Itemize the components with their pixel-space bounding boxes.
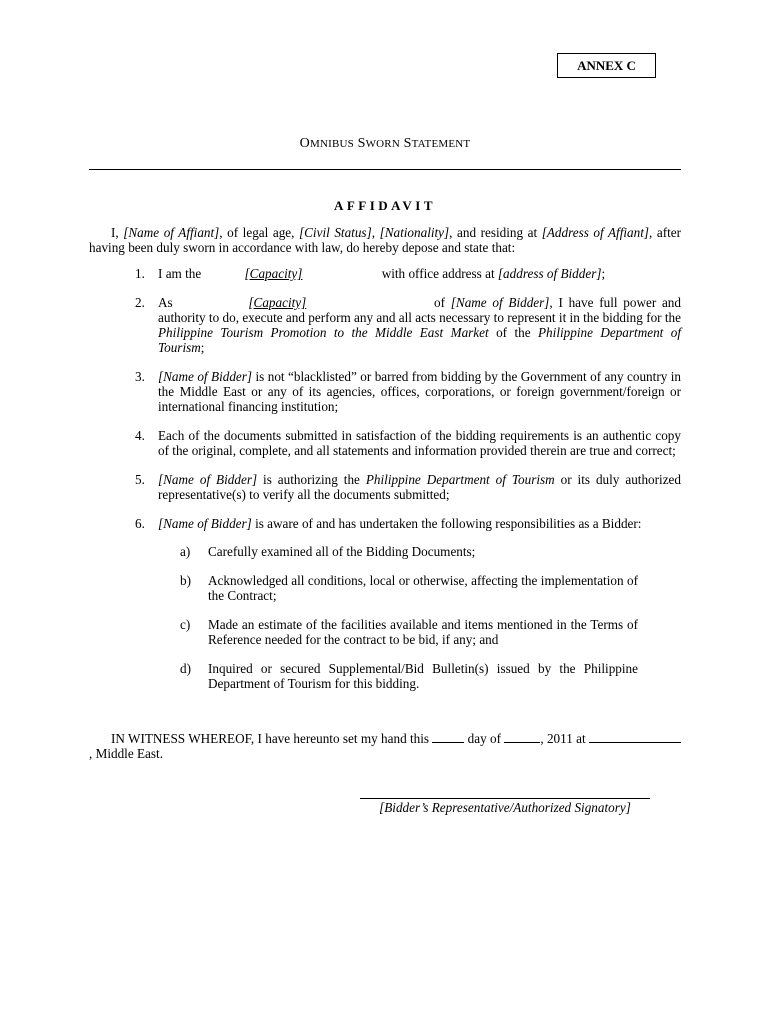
item-number: 4. <box>135 428 145 443</box>
item-text: As <box>158 295 179 310</box>
item-text: ; <box>200 340 205 355</box>
title-o: O <box>299 136 310 151</box>
intro-paragraph <box>89 225 681 255</box>
annex-label: ANNEX C <box>557 53 656 78</box>
item-text: is aware of and has undertaken the following responsibilities as a Bidder: <box>251 516 642 531</box>
witness-text-3: , 2011 at <box>540 731 589 746</box>
intro-text-4: , and residing at <box>449 225 542 240</box>
witness-text-2: day of <box>464 731 505 746</box>
capacity-placeholder: [Capacity] <box>248 295 307 310</box>
responsibility-item-b <box>89 573 681 603</box>
witness-text-4: , Middle East. <box>89 746 163 761</box>
intro-text-5: , after having been duly sworn in accordance with law, do hereby depose and state that: <box>89 225 682 255</box>
capacity-blank <box>178 295 428 310</box>
item-text: of the <box>488 325 538 340</box>
address-of-affiant-placeholder: [Address of Affiant] <box>541 225 650 240</box>
item-text: Each of the documents submitted in satisfaction of the bidding requirements is an authentic copy of the original, complete, and all statements and information provided therein are true and correct; <box>158 428 681 458</box>
title-worn: WORN <box>365 138 400 150</box>
item-text: or its duly authorized representative(s) to verify all the documents submitted; <box>158 472 681 502</box>
item-text: ; <box>601 266 606 281</box>
witness-text-1: IN WITNESS WHEREOF, I have hereunto set my hand this <box>111 731 433 746</box>
statement-item-4 <box>89 428 681 458</box>
item-text: I am the <box>158 266 205 281</box>
title-tatement: TATEMENT <box>411 138 471 150</box>
item-number: 6. <box>135 516 145 531</box>
affidavit-heading: AFFIDAVIT <box>333 198 437 213</box>
document-title <box>0 135 770 152</box>
item-text: of <box>428 295 451 310</box>
name-of-bidder-placeholder: [Name of Bidder] <box>158 516 252 531</box>
item-letter: b) <box>180 573 191 588</box>
responsibility-item-d <box>89 661 681 691</box>
statement-item-5 <box>89 472 681 502</box>
statement-list <box>89 266 681 705</box>
witness-paragraph <box>89 731 681 761</box>
item-text: Inquired or secured Supplemental/Bid Bulletin(s) issued by the Philippine Department of Tourism for this bidding. <box>208 661 638 691</box>
item-number: 2. <box>135 295 145 310</box>
agency-name: Philippine Department of Tourism <box>365 472 555 487</box>
civil-status-placeholder: [Civil Status] <box>299 225 372 240</box>
day-blank <box>432 731 464 743</box>
responsibility-item-c <box>89 617 681 647</box>
place-blank <box>589 731 681 743</box>
month-blank <box>504 731 540 743</box>
name-of-bidder-placeholder: [Name of Bidder] <box>158 369 253 384</box>
capacity-blank <box>205 266 379 281</box>
capacity-placeholder: [Capacity] <box>244 266 303 281</box>
agency-name: Philippine Department of Tourism <box>158 325 681 355</box>
responsibility-list <box>89 544 681 691</box>
item-text: Acknowledged all conditions, local or otherwise, affecting the implementation of the Contract; <box>208 573 638 603</box>
item-number: 5. <box>135 472 145 487</box>
name-of-bidder-placeholder: [Name of Bidder] <box>158 472 258 487</box>
item-text: with office address at <box>378 266 498 281</box>
item-letter: d) <box>180 661 191 676</box>
title-s2: S <box>403 136 412 151</box>
name-of-bidder-placeholder: [Name of Bidder] <box>450 295 550 310</box>
title-divider <box>89 169 681 170</box>
item-number: 3. <box>135 369 145 384</box>
item-letter: c) <box>180 617 191 632</box>
item-text: is not “blacklisted” or barred from bidding by the Government of any country in the Middle East or any of its agencies, offices, corporations, or foreign government/foreign or international financing institution; <box>158 369 681 414</box>
signatory-label: [Bidder’s Representative/Authorized Signatory] <box>379 800 631 815</box>
statement-item-3 <box>89 369 681 414</box>
project-name: Philippine Tourism Promotion to the Middle East Market <box>158 325 489 340</box>
item-letter: a) <box>180 544 191 559</box>
address-of-bidder-placeholder: [address of Bidder] <box>497 266 602 281</box>
item-text: is authorizing the <box>257 472 366 487</box>
intro-text-3: , <box>371 225 380 240</box>
item-number: 1. <box>135 266 145 281</box>
item-text: , I have full power and authority to do, execute and perform any and all acts necessary to represent it in the bidding for the <box>158 295 681 325</box>
title-s1: S <box>357 136 366 151</box>
statement-item-1 <box>89 266 681 281</box>
title-mnibus: MNIBUS <box>309 138 354 150</box>
statement-item-2 <box>89 295 681 355</box>
nationality-placeholder: [Nationality] <box>379 225 450 240</box>
signature-line <box>360 798 650 799</box>
name-of-affiant-placeholder: [Name of Affiant] <box>123 225 220 240</box>
item-text: Made an estimate of the facilities available and items mentioned in the Terms of Reference needed for the contract to be bid, if any; and <box>208 617 638 647</box>
responsibility-item-a <box>89 544 681 559</box>
intro-text-1: I, <box>111 225 124 240</box>
item-text: Carefully examined all of the Bidding Documents; <box>208 544 476 559</box>
intro-text-2: , of legal age, <box>219 225 299 240</box>
statement-item-6 <box>89 516 681 531</box>
